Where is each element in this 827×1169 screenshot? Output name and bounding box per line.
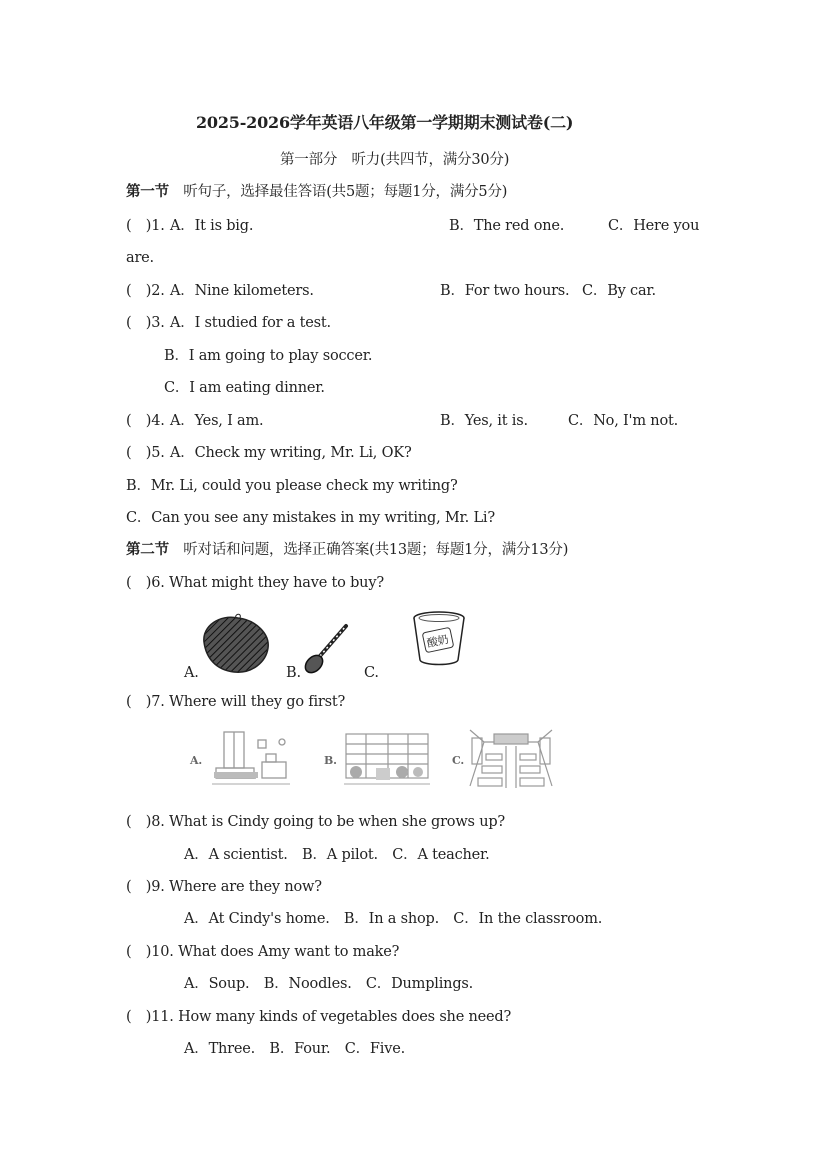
- yogurt-cup-label: 酸奶: [425, 632, 450, 651]
- q4-number: ( )4.: [126, 413, 165, 429]
- section2-label: 第二节: [126, 541, 169, 558]
- classroom-image: [466, 726, 556, 792]
- q3-number: ( )3.: [126, 315, 165, 331]
- q7-label-b: B.: [324, 754, 337, 767]
- q2-option-a: A．Nine kilometers.: [170, 283, 314, 299]
- q1-option-c: C．Here you: [608, 218, 700, 234]
- q10-options: A．Soup. B．Noodles. C．Dumplings.: [184, 976, 474, 992]
- section1-instruction: 听句子，选择最佳答语(共5题；每题1分，满分5分): [183, 184, 508, 200]
- bedroom-image: [210, 728, 292, 790]
- q6-label-c: C.: [364, 665, 379, 681]
- section1-label: 第一节: [126, 183, 169, 200]
- section2-heading: [126, 541, 568, 559]
- q4-option-c: C．No, I'm not.: [568, 413, 679, 429]
- q9-options: A．At Cindy's home. B．In a shop. C．In the classroom.: [184, 911, 603, 927]
- spoon-image: [300, 620, 352, 676]
- q4-option-b: B．Yes, it is.: [440, 413, 528, 429]
- q8-question: ( )8. What is Cindy going to be when she grows up?: [126, 814, 505, 830]
- q9-question: ( )9. Where are they now?: [126, 879, 322, 895]
- q6-question: ( )6. What might they have to buy?: [126, 575, 384, 591]
- q6-label-b: B.: [286, 665, 301, 681]
- q2-number: ( )2.: [126, 283, 165, 299]
- q11-options: A．Three. B．Four. C．Five.: [184, 1041, 405, 1057]
- q1-number: ( )1.: [126, 218, 165, 234]
- q4-option-a: A．Yes, I am.: [170, 413, 264, 429]
- section1-heading: [126, 183, 507, 201]
- shop-image: [342, 730, 432, 790]
- q2-option-b: B．For two hours.: [440, 283, 570, 299]
- q1-option-c-continued: are.: [126, 250, 154, 266]
- q1-option-a: A．It is big.: [170, 218, 254, 234]
- q1-option-b: B．The red one.: [449, 218, 565, 234]
- q3-option-b: B．I am going to play soccer.: [164, 348, 373, 364]
- q8-options: A．A scientist. B．A pilot. C．A teacher.: [184, 847, 490, 863]
- cabbage-image: [198, 612, 272, 676]
- q5-number: ( )5.: [126, 445, 165, 461]
- q6-label-a: A.: [184, 665, 199, 681]
- q7-label-c: C.: [452, 754, 464, 767]
- q3-option-c: C．I am eating dinner.: [164, 380, 325, 396]
- section2-instruction: 听对话和问题，选择正确答案(共13题；每题1分，满分13分): [183, 542, 569, 558]
- q5-option-a: A．Check my writing, Mr. Li, OK?: [170, 445, 412, 461]
- page-title: 2025-2026学年英语八年级第一学期期末测试卷(二): [196, 113, 574, 132]
- q7-label-a: A.: [190, 754, 202, 767]
- q5-option-c: C．Can you see any mistakes in my writing, Mr. Li?: [126, 510, 495, 526]
- q2-option-c: C．By car.: [582, 283, 656, 299]
- q11-question: ( )11. How many kinds of vegetables does she need?: [126, 1009, 512, 1025]
- q3-option-a: A．I studied for a test.: [170, 315, 331, 331]
- q7-question: ( )7. Where will they go first?: [126, 694, 346, 710]
- q10-question: ( )10. What does Amy want to make?: [126, 944, 400, 960]
- part-heading: 第一部分 听力(共四节，满分30分): [280, 152, 510, 168]
- q5-option-b: B．Mr. Li, could you please check my writing?: [126, 478, 458, 494]
